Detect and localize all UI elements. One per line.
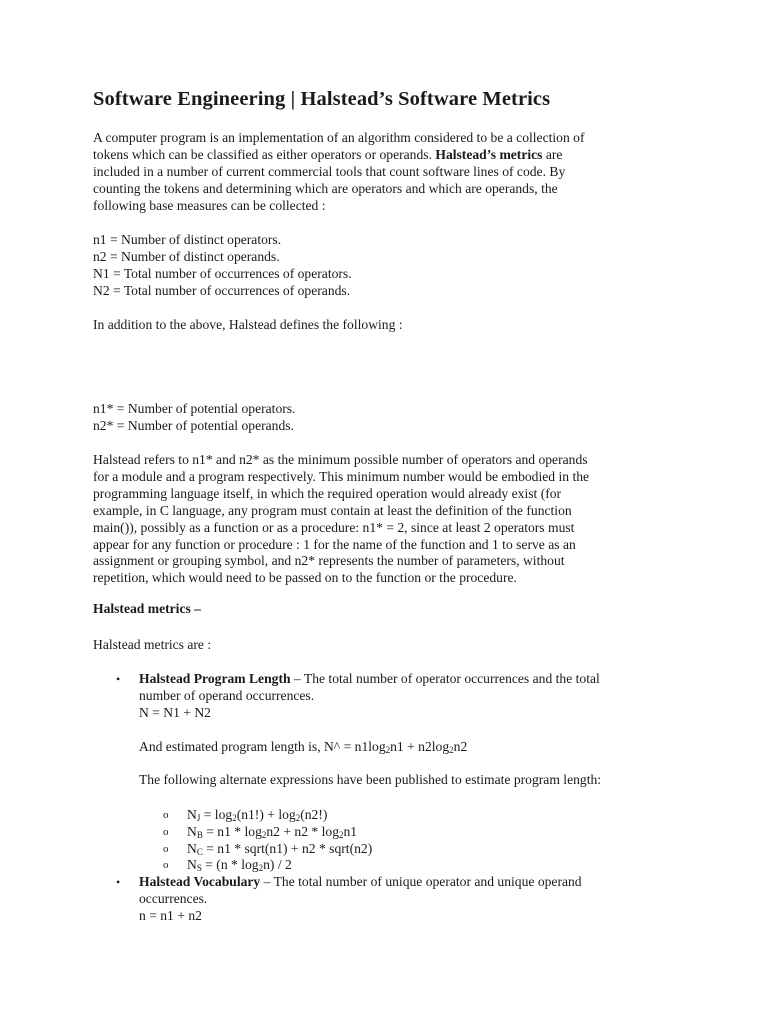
explanation-line: programming language itself, in which the required operation would already exist (for — [93, 485, 562, 501]
program-length-line-1 — [139, 671, 729, 688]
vocabulary-line-1 — [139, 874, 729, 891]
program-length-name: Halstead Program Length — [139, 671, 291, 686]
explanation-line: assignment or grouping symbol, and n2* represents the number of parameters, without — [93, 553, 565, 569]
expression-nb — [187, 824, 768, 841]
estimated-length-text: n2 — [453, 739, 468, 754]
intro-line-2 — [93, 147, 683, 164]
circle-bullet-icon: o — [163, 826, 169, 838]
explanation-line: main()), possibly as a function or as a procedure: n1* = 2, since at least 2 operators must — [93, 519, 575, 535]
estimated-length-text: n1 + n2log — [390, 739, 450, 754]
estimated-length — [139, 739, 729, 756]
measure-n1: n1 = Number of distinct operators. — [93, 232, 282, 247]
bullet-icon: • — [116, 672, 121, 686]
circle-bullet-icon: o — [163, 843, 169, 855]
expr-text: n) / 2 — [263, 857, 292, 872]
intro-line-2-text: tokens which can be classified as either operators or operands. — [93, 146, 436, 162]
explanation-line: Halstead refers to n1* and n2* as the minimum possible number of operators and operands — [93, 452, 588, 467]
expr-text: n1 — [343, 824, 358, 839]
expr-text: (n1!) + log — [236, 807, 296, 822]
program-length-line-2: number of operand occurrences. — [139, 687, 315, 703]
expression-ns — [187, 857, 768, 874]
expr-lhs: N — [187, 824, 197, 839]
program-length-desc: – The total number of operator occurrences and the total — [290, 671, 600, 686]
intro-line-1: A computer program is an implementation of an algorithm considered to be a collection of — [93, 130, 585, 145]
expr-text: n2 + n2 * log — [266, 824, 339, 839]
subscript: B — [196, 830, 203, 840]
vocabulary-name: Halstead Vocabulary — [139, 874, 261, 889]
circle-bullet-icon: o — [163, 809, 169, 821]
expression-nc — [187, 841, 768, 858]
expr-text: = n1 * sqrt(n1) + n2 * sqrt(n2) — [202, 841, 373, 856]
vocabulary-desc: – The total number of unique operator and unique operand — [260, 874, 582, 889]
explanation-line: example, in C language, any program must contain at least the definition of the function — [93, 502, 572, 518]
expr-lhs: N — [187, 857, 197, 872]
bullet-icon: • — [116, 875, 121, 889]
halstead-metrics-term: Halstead’s metrics — [435, 146, 543, 162]
expression-nj — [187, 807, 768, 824]
potential-measures — [93, 401, 683, 435]
intro-paragraph — [93, 130, 683, 215]
expr-lhs: N — [187, 841, 197, 856]
vocabulary-formula: n = n1 + n2 — [139, 907, 202, 923]
potential-n2: n2* = Number of potential operands. — [93, 417, 294, 433]
subscript: 2 — [295, 813, 301, 823]
intro-line-3: included in a number of current commercial tools that count software lines of code. By — [93, 163, 566, 179]
estimated-length-text: And estimated program length is, N^ = n1log — [139, 739, 386, 754]
expr-text: (n2!) — [300, 807, 328, 822]
measure-n2: n2 = Number of distinct operands. — [93, 248, 280, 264]
subscript: 2 — [261, 830, 267, 840]
explanation-paragraph — [93, 452, 683, 587]
intro-line-2-end: are — [542, 146, 563, 162]
vocabulary-item — [139, 874, 729, 925]
intro-line-4: counting the tokens and determining which are operators and which are operands, the — [93, 180, 558, 196]
explanation-line: repetition, which would need to be passed on to the function or the procedure. — [93, 570, 517, 586]
subscript: J — [196, 813, 201, 823]
expr-lhs: N — [187, 807, 197, 822]
base-measures — [93, 232, 683, 300]
subscript: 2 — [339, 830, 344, 840]
subscript: 2 — [385, 745, 391, 755]
measure-N1: N1 = Total number of occurrences of operators. — [93, 265, 352, 281]
explanation-line: appear for any function or procedure : 1 for the name of the function and 1 to serve as an — [93, 536, 576, 552]
metrics-heading: Halstead metrics – — [93, 601, 201, 616]
subscript: 2 — [449, 745, 454, 755]
intro-line-5: following base measures can be collected : — [93, 197, 326, 213]
metrics-intro: Halstead metrics are : — [93, 637, 212, 652]
alternate-expressions-intro: The following alternate expressions have been published to estimate program length: — [139, 772, 602, 787]
subscript: C — [196, 847, 203, 857]
explanation-line: for a module and a program respectively. This minimum number would be embodied in the — [93, 468, 590, 484]
program-length-item — [139, 671, 729, 722]
vocabulary-line-2: occurrences. — [139, 890, 208, 906]
circle-bullet-icon: o — [163, 859, 169, 871]
subscript: 2 — [232, 813, 237, 823]
measure-N2: N2 = Total number of occurrences of operands. — [93, 282, 351, 298]
subscript: S — [196, 863, 202, 873]
potential-n1: n1* = Number of potential operators. — [93, 401, 296, 416]
expr-text: = (n * log — [201, 857, 259, 872]
subscript: 2 — [258, 863, 264, 873]
program-length-formula: N = N1 + N2 — [139, 704, 211, 720]
page-title: Software Engineering | Halstead’s Software Metrics — [93, 88, 551, 110]
addition-line: In addition to the above, Halstead defines the following : — [93, 317, 403, 332]
expr-text: = n1 * log — [202, 824, 262, 839]
expr-text: = log — [200, 807, 233, 822]
